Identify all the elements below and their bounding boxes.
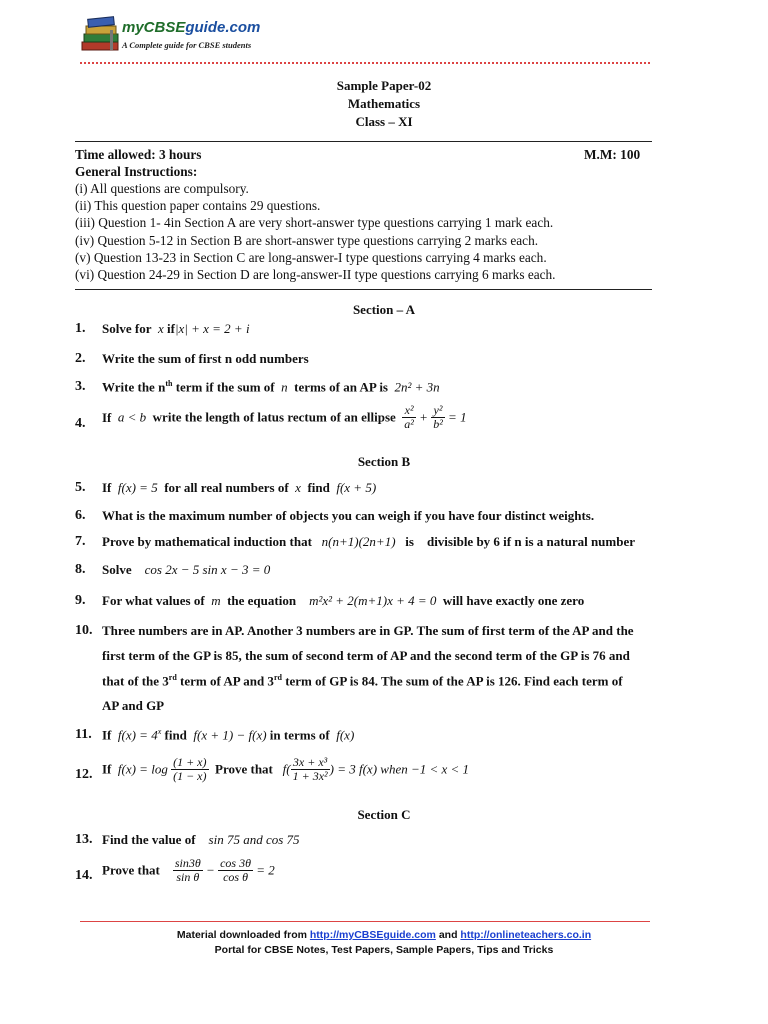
question-10-line: that of the 3rd term of AP and 3rd term of GP is 84. The sum of the AP is 126. Find each term of: [102, 673, 623, 689]
question-number: 6.: [75, 508, 86, 523]
question-7: Prove by mathematical induction that n(n+1)(2n+1) is divisible by 6 if n is a natural number: [102, 534, 636, 549]
question-11: If $f(x) = 4^x$ find f(x + 1) − f(x) in terms of f(x): [102, 727, 355, 743]
question-number: 9.: [75, 593, 86, 608]
question-number: 5.: [75, 480, 86, 495]
question-14: Prove that $\frac{\sin 3\theta}{\text{sin θ}}$ − $\frac{\cos 3\theta}{\text{cos θ}}$ = 2: [102, 856, 275, 885]
question-6: What is the maximum number of objects you can weigh if you have four distinct weights.: [102, 508, 595, 523]
title-rule: [75, 141, 652, 142]
question-number: 10.: [75, 623, 93, 638]
subject-title: Mathematics: [347, 96, 421, 111]
instruction-item: (v) Question 13-23 in Section C are long-answer-I type questions carrying 4 marks each.: [75, 250, 547, 265]
question-8: Solve cos 2x − 5 sin x − 3 = 0: [102, 562, 271, 577]
question-2: Write the sum of first n odd numbers: [102, 351, 309, 366]
instruction-item: (vi) Question 24-29 in Section D are long-answer-II type questions carrying 6 marks each.: [75, 267, 556, 282]
section-a-heading: Section – A: [352, 302, 416, 317]
question-12: If f(x) = log $\frac{(1 + x)}{(1 - x)}$ Prove that f( $\frac{\text{3x + x³}}{\text{1 + 3x²}}$ ) = 3 f(x) when −1 < x < 1: [102, 755, 470, 784]
question-number: 14.: [75, 868, 93, 883]
instructions-rule: [75, 289, 652, 290]
site-logo: [80, 14, 280, 56]
books-logo-icon: [80, 14, 122, 54]
question-number: 11.: [75, 727, 92, 742]
section-c-heading: Section C: [357, 807, 411, 822]
question-number: 12.: [75, 767, 93, 782]
instruction-item: (ii) This question paper contains 29 questions.: [75, 198, 321, 213]
footer-divider: [80, 921, 650, 922]
footer-source: Material downloaded from http://myCBSEguide.com and http://onlineteachers.co.in: [176, 929, 592, 941]
question-9: For what values of m the equation m²x² + 2(m+1)x + 4 = 0 will have exactly one zero: [102, 593, 585, 608]
max-marks: M.M: 100: [584, 147, 641, 162]
instruction-item: (iii) Question 1- 4in Section A are very short-answer type questions carrying 1 mark each.: [75, 215, 554, 230]
question-number: 4.: [75, 416, 86, 431]
header-divider: [80, 62, 650, 64]
question-3: Write the $n^{th}$ term if the sum of n terms of an AP is 2n² + 3n: [102, 379, 440, 395]
question-number: 8.: [75, 562, 86, 577]
question-10-line: first term of the GP is 85, the sum of second term of AP and the second term of the GP is 76 and: [102, 648, 630, 663]
question-number: 13.: [75, 832, 93, 847]
paper-title: Sample Paper-02: [336, 78, 432, 93]
section-b-heading: Section B: [357, 454, 411, 469]
onlineteachers-link[interactable]: http://onlineteachers.co.in: [460, 929, 592, 941]
brand-tagline: A Complete guide for CBSE students: [122, 40, 252, 50]
question-number: 3.: [75, 379, 86, 394]
instruction-item: (i) All questions are compulsory.: [75, 181, 249, 196]
instruction-item: (iv) Question 5-12 in Section B are short-answer type questions carrying 2 marks each.: [75, 233, 539, 248]
question-10-line: AP and GP: [102, 698, 165, 713]
question-number: 1.: [75, 321, 86, 336]
general-instructions-heading: General Instructions:: [75, 164, 198, 179]
question-number: 2.: [75, 351, 86, 366]
brand-name: myCBSEguide.com: [122, 19, 261, 36]
question-1: Solve for x if|x| + x = 2 + i: [102, 321, 250, 336]
mycbseguide-link[interactable]: http://myCBSEguide.com: [309, 929, 436, 941]
footer-tagline: Portal for CBSE Notes, Test Papers, Sample Papers, Tips and Tricks: [214, 944, 554, 956]
time-allowed: Time allowed: 3 hours: [75, 147, 202, 162]
question-5: If f(x) = 5 for all real numbers of x find f(x + 5): [102, 480, 377, 495]
question-number: 7.: [75, 534, 86, 549]
question-4: If a < b write the length of latus rectum of an ellipse $\frac{\text{x²}}{\text{a²}}$ + $\frac{\text{y²}}{\text{b²}}$ = 1: [102, 403, 467, 432]
question-13: Find the value of sin 75 and cos 75: [102, 832, 300, 847]
question-10-line: Three numbers are in AP. Another 3 numbers are in GP. The sum of first term of the AP and the: [102, 623, 634, 638]
class-title: Class – XI: [355, 114, 413, 129]
